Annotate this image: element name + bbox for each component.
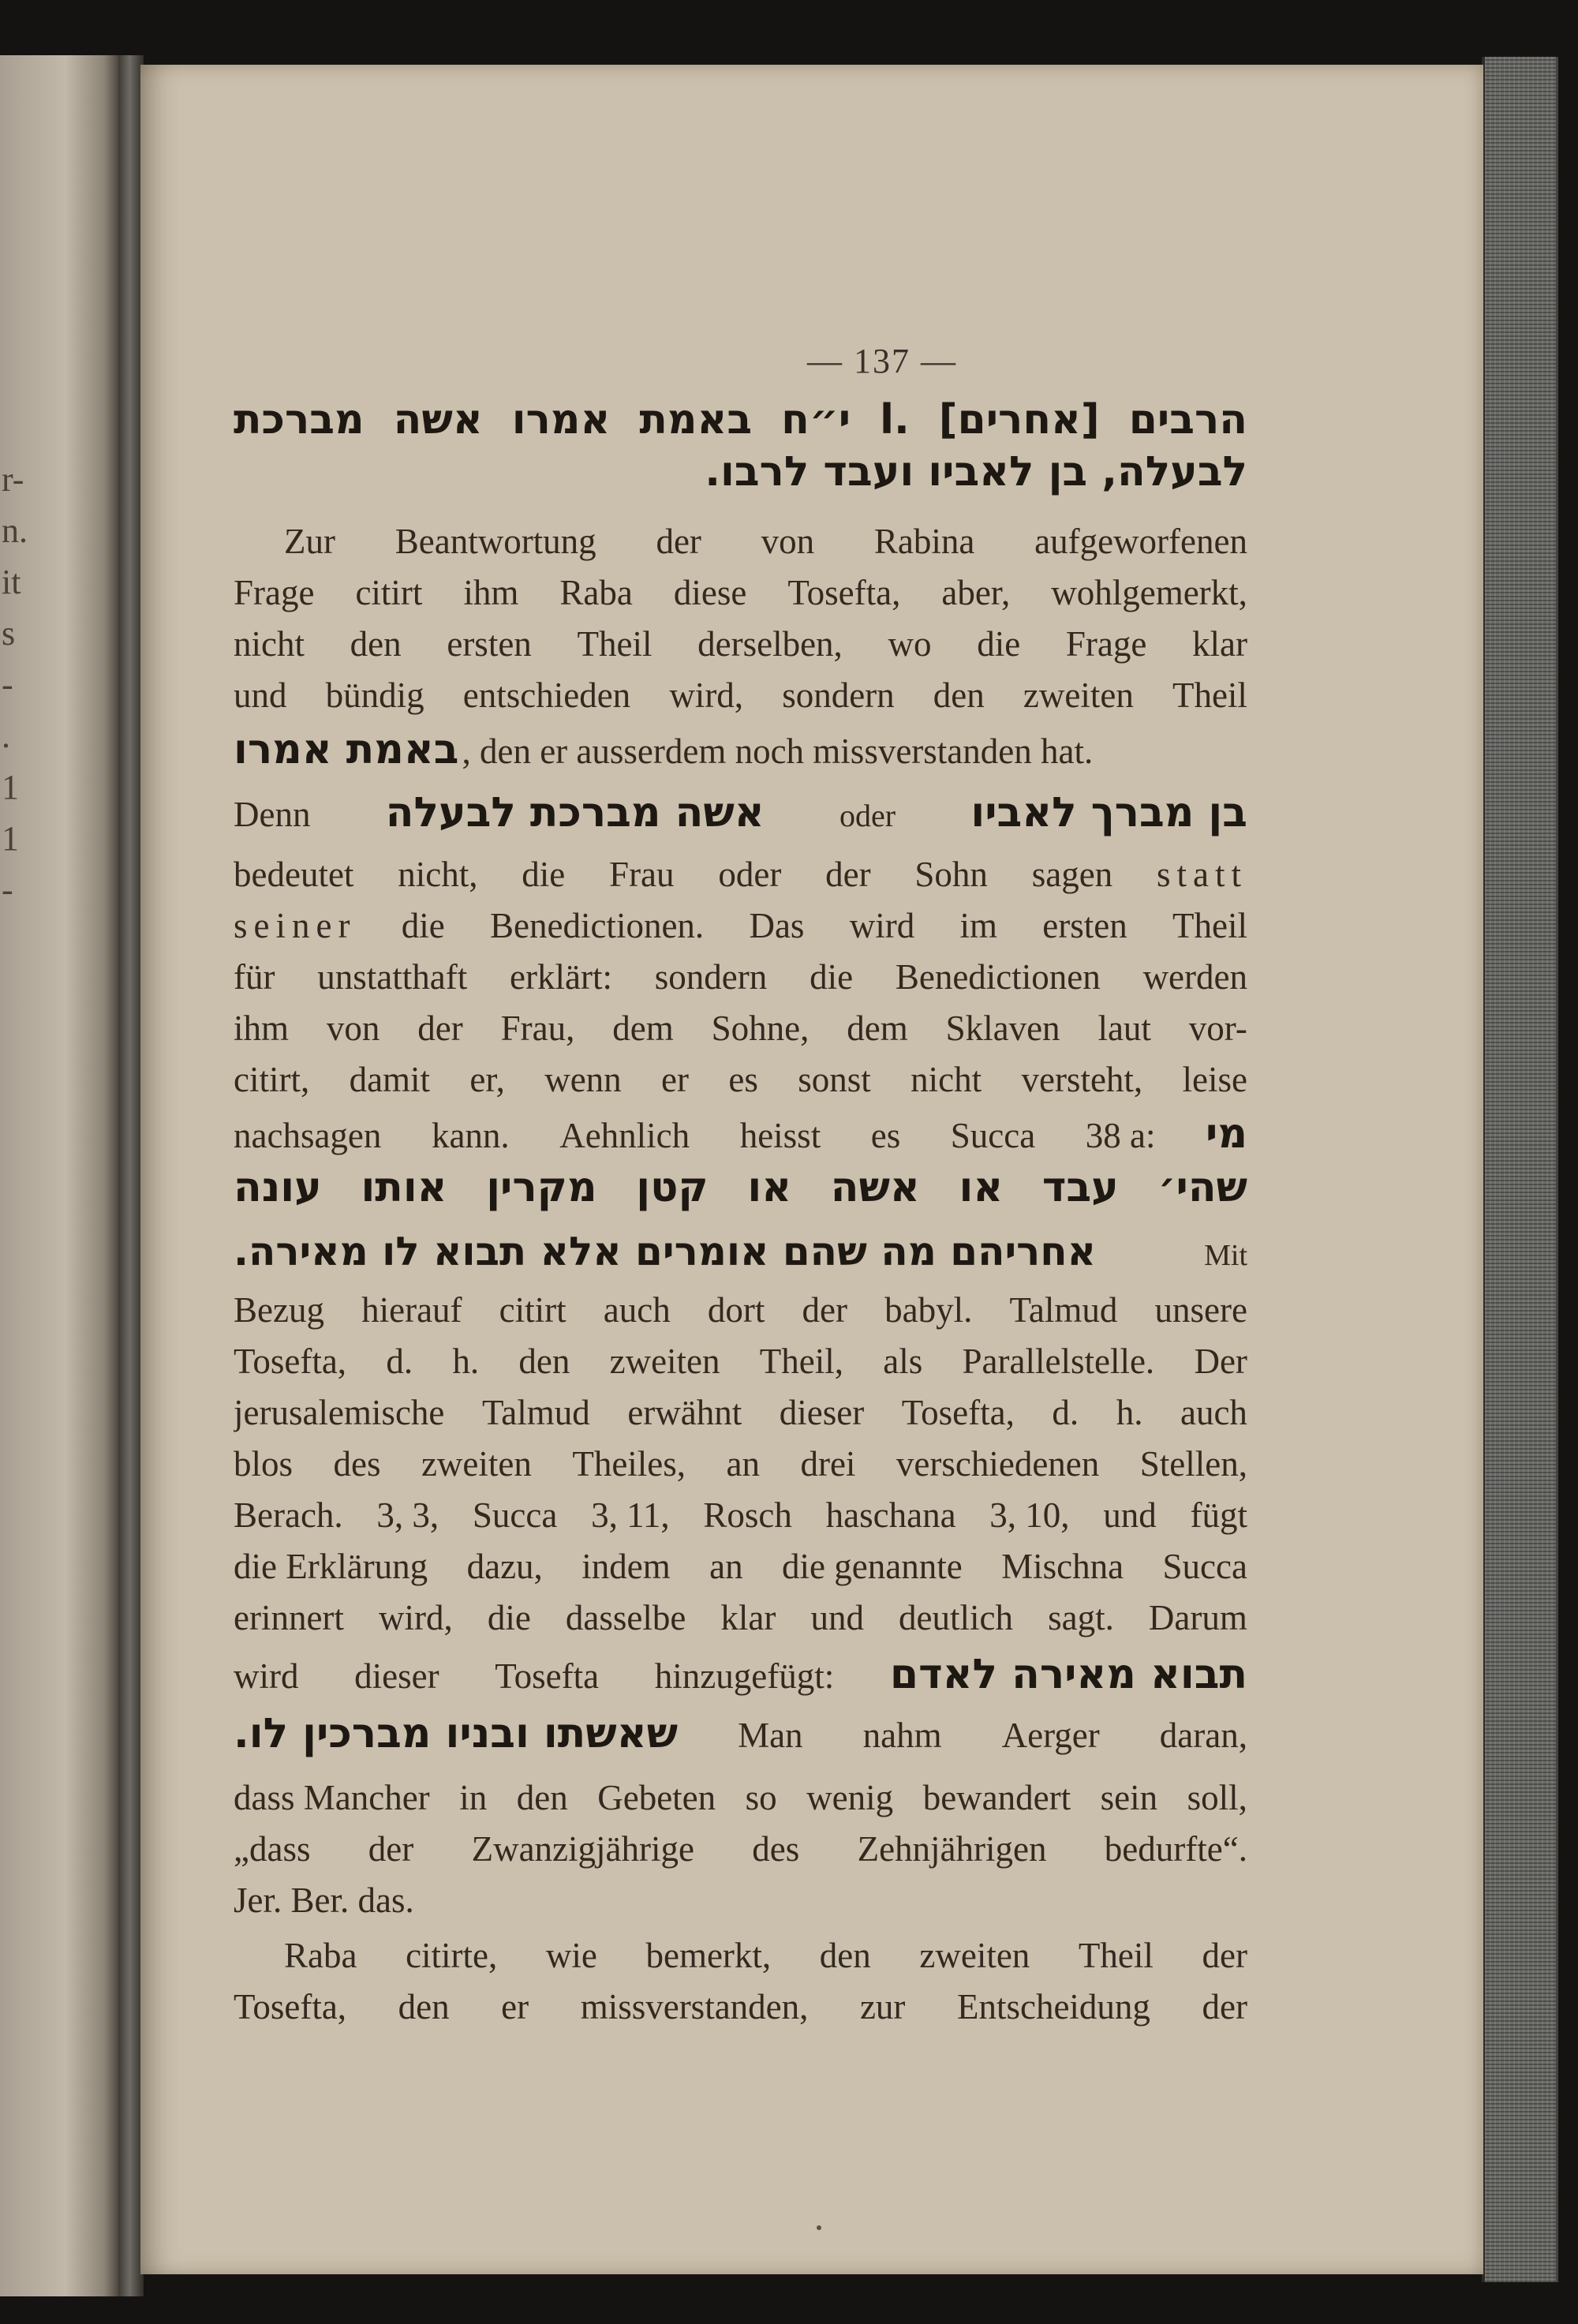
hebrew-text: מי [1206, 1110, 1247, 1158]
word: haschana [825, 1495, 956, 1535]
word: sonst [798, 1060, 871, 1099]
word: oder [718, 855, 782, 894]
word: dieser [779, 1393, 865, 1432]
word: den [518, 1342, 570, 1381]
word: bedurfte“. [1104, 1829, 1247, 1869]
word: dasselbe [565, 1598, 686, 1637]
word: Frau, [500, 1009, 575, 1048]
word: unsere [1154, 1290, 1247, 1330]
word: für [234, 957, 275, 997]
word: Berach. [234, 1495, 343, 1535]
word: Frage [234, 573, 315, 612]
hebrew-text: שהי׳ עבד או אשה או קטן מקרין אותו עונה [234, 1164, 1247, 1211]
text-line [234, 726, 1247, 778]
text-line [284, 1935, 1247, 1987]
word: bündig [325, 675, 424, 715]
word: 3, 10, [989, 1495, 1070, 1535]
word: entschieden [462, 675, 631, 715]
text-line [234, 1651, 1247, 1703]
word: sondern [782, 675, 895, 715]
word: citirt, [234, 1060, 310, 1099]
text-line [234, 675, 1247, 727]
word: citirt [355, 573, 423, 612]
word: Das [749, 906, 805, 945]
word: Tosefta, [234, 1342, 347, 1381]
word: nahm [862, 1716, 942, 1755]
word: zur [859, 1987, 906, 2026]
word: den [398, 1987, 450, 2026]
word: den [819, 1936, 871, 1975]
fragment: n. [2, 511, 28, 550]
text-line [234, 1777, 1247, 1829]
word: soll, [1187, 1778, 1247, 1817]
fragment: 1 [2, 819, 19, 858]
text-line [234, 854, 1247, 906]
text-line [234, 1164, 1247, 1216]
text-line [234, 1008, 1247, 1060]
word: citirte, [406, 1936, 498, 1975]
word: des [333, 1444, 381, 1484]
text: , den er ausserdem noch missverstanden hat. [462, 732, 1094, 771]
word: klar [1192, 624, 1247, 664]
word: vor- [1188, 1009, 1247, 1048]
word: Theil [1172, 675, 1247, 715]
word: Gebeten [597, 1778, 716, 1817]
word: als [883, 1342, 923, 1381]
text-line [234, 1986, 1247, 2038]
word: so [745, 1778, 777, 1817]
word: dass Mancher [234, 1778, 430, 1817]
word: aber, [941, 573, 1011, 612]
word: blos [234, 1444, 294, 1484]
word: Frau [609, 855, 675, 894]
word: damit [349, 1060, 431, 1099]
word: versteht, [1021, 1060, 1143, 1099]
word: den [350, 624, 402, 664]
text-line [234, 1828, 1247, 1881]
word: Theil [1172, 906, 1247, 945]
word: zweiten [609, 1342, 720, 1381]
word: Talmud [481, 1393, 590, 1432]
text-line [234, 1289, 1247, 1342]
word: wenn [544, 1060, 622, 1099]
hebrew-text: בן מברך לאביו [970, 789, 1247, 836]
word: Mischna [1001, 1547, 1124, 1586]
word: daran, [1159, 1716, 1247, 1755]
word: Theil [577, 624, 653, 664]
word: zweiten [919, 1936, 1030, 1975]
word: dieser [354, 1656, 439, 1696]
text-line [234, 1710, 1247, 1762]
word: dort [707, 1290, 765, 1330]
hebrew-text: הרבים [אחרים] .l י״ח באמת אמרו אשה מברכת [234, 396, 1247, 443]
fragment: s [2, 614, 16, 653]
word: den [933, 675, 985, 715]
word: erwähnt [627, 1393, 742, 1432]
hebrew-text: באמת אמרו [234, 726, 459, 773]
word: im [959, 906, 998, 945]
word: Mit [1204, 1239, 1247, 1272]
word: statt [1156, 855, 1247, 894]
word: Denn [234, 795, 311, 834]
word: bewandert [922, 1778, 1071, 1817]
word: die [977, 624, 1021, 664]
word: Zur [284, 522, 335, 561]
word: er [501, 1987, 529, 2026]
word: deutlich [899, 1598, 1014, 1637]
text-line [234, 572, 1247, 624]
text-line [234, 1880, 1247, 1932]
word: des [752, 1829, 800, 1869]
word: sagt. [1048, 1598, 1114, 1637]
word: Stellen, [1139, 1444, 1247, 1484]
word: dem [847, 1009, 908, 1048]
word: den [516, 1778, 568, 1817]
word: wird [849, 906, 915, 945]
hebrew-text: אשה מברכת לבעלה [385, 789, 765, 836]
word: an [726, 1444, 760, 1484]
text-line [234, 1495, 1247, 1547]
text-line [234, 623, 1247, 675]
word: und [1103, 1495, 1157, 1535]
text-line [234, 1229, 1247, 1281]
word: der [368, 1829, 414, 1869]
word: nachsagen [234, 1116, 382, 1155]
word: verschiedenen [896, 1444, 1100, 1484]
word: h. [1116, 1393, 1143, 1432]
word: ersten [447, 624, 532, 664]
fragment: 1 [2, 768, 19, 806]
word: Raba [559, 573, 633, 612]
word: aufgeworfenen [1034, 522, 1247, 561]
word: diese [673, 573, 747, 612]
fragment: r- [2, 460, 24, 499]
word: babyl. [884, 1290, 973, 1330]
word: Tosefta, [901, 1393, 1015, 1432]
word: wo [888, 624, 932, 664]
word: seiner [234, 906, 357, 945]
word: sagen [1031, 855, 1113, 894]
word: Tosefta, [234, 1987, 347, 2026]
word: die [522, 855, 566, 894]
word: ihm [234, 1009, 290, 1048]
text-line [234, 1597, 1247, 1649]
word: erinnert [234, 1598, 344, 1637]
text-line [234, 1341, 1247, 1393]
word: dazu, [466, 1547, 543, 1586]
word: Benedictionen. [490, 906, 705, 945]
word: drei [800, 1444, 856, 1484]
page-number: — 137 — [807, 342, 957, 380]
text-line [234, 1110, 1247, 1162]
word: der [825, 855, 871, 894]
word: Darum [1148, 1598, 1247, 1637]
word: Zwanzigjährige [471, 1829, 694, 1869]
word: 3, 3, [376, 1495, 439, 1535]
word: Sklaven [945, 1009, 1060, 1048]
word: oder [839, 798, 896, 833]
word: auch [1180, 1393, 1247, 1432]
word: Aerger [1001, 1716, 1100, 1755]
text-line [234, 396, 1247, 448]
word: und [234, 675, 287, 715]
word: wird, [669, 675, 744, 715]
word: nicht, [398, 855, 478, 894]
word: in [459, 1778, 488, 1817]
word: bemerkt, [645, 1936, 772, 1975]
word: Raba [284, 1936, 357, 1975]
text-line [234, 956, 1247, 1009]
word: jerusalemische [234, 1393, 445, 1432]
word: Der [1194, 1342, 1247, 1381]
word: h. [452, 1342, 480, 1381]
text-line [234, 448, 1247, 500]
word: ihm [463, 573, 519, 612]
word: derselben, [697, 624, 843, 664]
word: er, [469, 1060, 505, 1099]
word: Rabina [873, 522, 975, 561]
word: d. [386, 1342, 413, 1381]
fragment: - [2, 665, 13, 704]
word: der [1202, 1936, 1247, 1975]
word: Theiles, [572, 1444, 686, 1484]
word: citirt [499, 1290, 567, 1330]
word: hinzugefügt: [654, 1656, 835, 1696]
word: Theil [1078, 1936, 1154, 1975]
word: Sohn [914, 855, 988, 894]
word: Theil, [759, 1342, 843, 1381]
word: dem [612, 1009, 674, 1048]
word: klar [720, 1598, 776, 1637]
word: erklärt: [510, 957, 612, 997]
word: ersten [1042, 906, 1127, 945]
word: fügt [1190, 1495, 1247, 1535]
word: wird [234, 1656, 299, 1696]
hebrew-text: אחריהם מה שהם אומרים אלא תבוא לו מאירה. [234, 1229, 1097, 1274]
hebrew-text: לבעלה, בן לאביו ועבד לרבו. [705, 448, 1247, 496]
word: leise [1182, 1060, 1247, 1099]
word: indem [581, 1547, 671, 1586]
word: der [656, 522, 701, 561]
word: 38 a: [1085, 1116, 1156, 1155]
word: wenig [806, 1778, 894, 1817]
text-line [234, 1443, 1247, 1495]
word: er [661, 1060, 690, 1099]
word: von [761, 522, 815, 561]
word: Beantwortung [394, 522, 596, 561]
word: heisst [739, 1116, 821, 1155]
word: der [1202, 1987, 1247, 2026]
word: Man [738, 1716, 803, 1755]
word: an [709, 1547, 743, 1586]
page-speck [817, 2225, 821, 2230]
word: sein [1100, 1778, 1158, 1817]
hebrew-text: שאשתו ובניו מברכין לו. [234, 1710, 679, 1757]
word: es [728, 1060, 758, 1099]
word: die [487, 1598, 531, 1637]
word: wie [545, 1936, 597, 1975]
word: sondern [654, 957, 768, 997]
word: Parallelstelle. [962, 1342, 1155, 1381]
word: Succa [1162, 1547, 1247, 1586]
word: 3, 11, [591, 1495, 670, 1535]
word: werden [1142, 957, 1247, 997]
word: Tosefta [495, 1656, 600, 1696]
text-line [234, 1392, 1247, 1444]
fragment: it [2, 563, 21, 601]
word: der [802, 1290, 847, 1330]
text-line [234, 789, 1247, 841]
word: Rosch [703, 1495, 792, 1535]
word: missverstanden, [580, 1987, 809, 2026]
word: die [401, 906, 445, 945]
text-line [234, 1546, 1247, 1598]
word: laut [1097, 1009, 1151, 1048]
word: Aehnlich [559, 1116, 690, 1155]
word: Bezug [234, 1290, 324, 1330]
word: auch [603, 1290, 671, 1330]
word: von [326, 1009, 380, 1048]
text-line [284, 521, 1247, 573]
word: die Erklärung [234, 1547, 428, 1586]
text: Jer. Ber. das. [234, 1881, 414, 1920]
word: Benedictionen [895, 957, 1101, 997]
word: Succa [950, 1116, 1036, 1155]
word: Succa [472, 1495, 558, 1535]
word: bedeutet [234, 855, 354, 894]
word: zweiten [421, 1444, 532, 1484]
fragment: . [2, 717, 10, 755]
word: Sohne, [711, 1009, 810, 1048]
word: Entscheidung [956, 1987, 1150, 2026]
word: es [870, 1116, 901, 1155]
word: nicht [234, 624, 305, 664]
word: der [417, 1009, 463, 1048]
fragment: - [2, 870, 13, 909]
text-line [234, 1059, 1247, 1111]
word: unstatthaft [317, 957, 468, 997]
hebrew-text: תבוא מאירה לאדם [889, 1651, 1247, 1698]
word: Tosefta, [787, 573, 901, 612]
word: Zehnjährigen [857, 1829, 1047, 1869]
word: die genannte [782, 1547, 963, 1586]
text-line [234, 905, 1247, 957]
word: wird, [379, 1598, 453, 1637]
word: die [810, 957, 854, 997]
word: und [810, 1598, 864, 1637]
word: hierauf [361, 1290, 462, 1330]
word: Talmud [1009, 1290, 1118, 1330]
word: „dass [234, 1829, 311, 1869]
word: zweiten [1023, 675, 1134, 715]
word: d. [1052, 1393, 1079, 1432]
word: wohlgemerkt, [1051, 573, 1247, 612]
word: kann. [431, 1116, 510, 1155]
word: nicht [911, 1060, 982, 1099]
word: Frage [1065, 624, 1147, 664]
